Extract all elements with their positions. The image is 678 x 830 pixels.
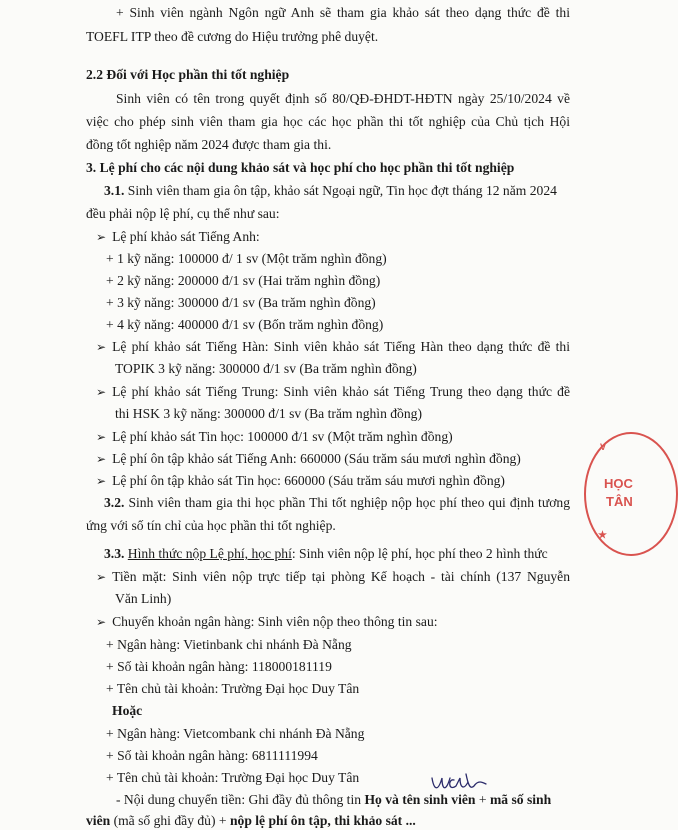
text-line (104, 182, 557, 200)
initials-signature (430, 770, 490, 796)
bullet-item (96, 472, 505, 490)
or-label: Hoặc (112, 703, 143, 718)
bank-info-line: + Ngân hàng: Vietcombank chi nhánh Đà Nẵng (106, 726, 365, 741)
bullet-item (96, 568, 570, 586)
text-span: (mã số ghi đầy đủ) + (110, 813, 230, 828)
fee-item: + 1 kỹ năng: 100000 đ/ 1 sv (Một trăm nghìn đồng) (106, 251, 387, 266)
arrow-bullet-icon: ➢ (96, 452, 107, 466)
arrow-bullet-icon: ➢ (96, 340, 107, 354)
bullet-text: Lệ phí khảo sát Tiếng Trung: Sinh viên khảo sát Tiếng Trung theo dạng thức đề (112, 384, 570, 399)
fee-item: + 4 kỹ năng: 400000 đ/1 sv (Bốn trăm nghìn đồng) (106, 317, 384, 332)
text-line: đều phải nộp lệ phí, cụ thể như sau: (86, 206, 280, 221)
text-span: Sinh viên tham gia thi học phần Thi tốt nghiệp nộp học phí theo qui định tương (124, 495, 570, 510)
bank-info-line: + Tên chủ tài khoản: Trường Đại học Duy Tân (106, 770, 360, 785)
bullet-text: Tiền mặt: Sinh viên nộp trực tiếp tại phòng Kế hoạch - tài chính (137 Nguyễn (112, 569, 570, 584)
arrow-bullet-icon: ➢ (96, 570, 107, 584)
arrow-bullet-icon: ➢ (96, 615, 107, 629)
text-span: + (475, 792, 490, 807)
subsection-number: 3.1. (104, 183, 125, 198)
bullet-text: Chuyển khoản ngân hàng: Sinh viên nộp theo thông tin sau: (112, 614, 438, 629)
text-span: : Sinh viên nộp lệ phí, học phí theo 2 hình thức (291, 546, 548, 561)
fee-item: + 3 kỹ năng: 300000 đ/1 sv (Ba trăm nghìn đồng) (106, 295, 376, 310)
text-line: TOEFL ITP theo đề cương do Hiệu trưởng phê duyệt. (86, 29, 379, 44)
section-heading-3: 3. Lệ phí cho các nội dung khảo sát và học phí cho học phần thi tốt nghiệp (86, 160, 515, 175)
bold-text: Họ và tên sinh viên (364, 792, 476, 807)
bank-info-line: + Ngân hàng: Vietinbank chi nhánh Đà Nẵng (106, 637, 352, 652)
stamp-text: HỌC (604, 476, 633, 491)
bullet-text: Lệ phí khảo sát Tiếng Anh: (112, 229, 260, 244)
official-stamp (584, 432, 678, 556)
fee-item: + 2 kỹ năng: 200000 đ/1 sv (Hai trăm nghìn đồng) (106, 273, 381, 288)
arrow-bullet-icon: ➢ (96, 474, 107, 488)
bullet-item (96, 228, 260, 246)
bullet-item (96, 383, 570, 401)
bank-info-line: + Số tài khoản ngân hàng: 118000181119 (106, 659, 332, 674)
bold-text: nộp lệ phí ôn tập, thi khảo sát ... (229, 813, 416, 828)
bank-info-line: + Tên chủ tài khoản: Trường Đại học Duy Tân (106, 681, 360, 696)
bullet-item (96, 450, 521, 468)
text-line: đồng tốt nghiệp năm 2024 được tham gia thi. (86, 137, 332, 152)
bullet-text: Lệ phí ôn tập khảo sát Tiếng Anh: 660000 (Sáu trăm sáu mươi nghìn đồng) (112, 451, 521, 466)
arrow-bullet-icon: ➢ (96, 430, 107, 444)
text-line: thi HSK 3 kỹ năng: 300000 đ/1 sv (Ba trăm nghìn đồng) (115, 406, 422, 421)
bullet-text: Lệ phí khảo sát Tin học: 100000 đ/1 sv (Một trăm nghìn đồng) (112, 429, 453, 444)
bullet-item (96, 428, 453, 446)
bold-text: mã số sinh (489, 792, 552, 807)
text-line: Văn Linh) (115, 591, 172, 606)
text-line (104, 494, 570, 512)
text-line: việc cho phép sinh viên tham gia học các học phần thi tốt nghiệp của Chủ tịch Hội (86, 114, 570, 129)
underlined-text: Hình thức nộp Lệ phí, học phí (127, 546, 292, 561)
bold-text: viên (86, 813, 111, 828)
text-span: Sinh viên tham gia ôn tập, khảo sát Ngoại ngữ, Tin học đợt tháng 12 năm 2024 (124, 183, 557, 198)
text-line (86, 812, 416, 830)
bullet-text: Lệ phí ôn tập khảo sát Tin học: 660000 (Sáu trăm sáu mươi nghìn đồng) (112, 473, 505, 488)
bullet-text: Lệ phí khảo sát Tiếng Hàn: Sinh viên khảo sát Tiếng Hàn theo dạng thức đề thi (112, 339, 570, 354)
bullet-item (96, 338, 570, 356)
stamp-text: TÂN (606, 494, 633, 509)
bank-info-line: + Số tài khoản ngân hàng: 6811111994 (106, 748, 318, 763)
subsection-number: 3.2. (104, 495, 125, 510)
text-line: TOPIK 3 kỹ năng: 300000 đ/1 sv (Ba trăm nghìn đồng) (115, 361, 417, 376)
stamp-star-icon: ★ (598, 530, 607, 541)
text-line: Sinh viên có tên trong quyết định số 80/QĐ-ĐHDT-HĐTN ngày 25/10/2024 về (116, 91, 570, 106)
text-line (104, 545, 548, 563)
section-heading-2-2: 2.2 Đối với Học phần thi tốt nghiệp (86, 67, 290, 82)
arrow-bullet-icon: ➢ (96, 385, 107, 399)
stamp-text: V (600, 442, 607, 452)
text-line: ứng với số tín chỉ của học phần thi tốt nghiệp. (86, 518, 336, 533)
subsection-number: 3.3. (104, 546, 125, 561)
bullet-item (96, 613, 438, 631)
text-line: + Sinh viên ngành Ngôn ngữ Anh sẽ tham gia khảo sát theo dạng thức đề thi (116, 5, 570, 20)
arrow-bullet-icon: ➢ (96, 230, 107, 244)
text-span: - Nội dung chuyển tiền: Ghi đầy đủ thông tin (116, 792, 365, 807)
